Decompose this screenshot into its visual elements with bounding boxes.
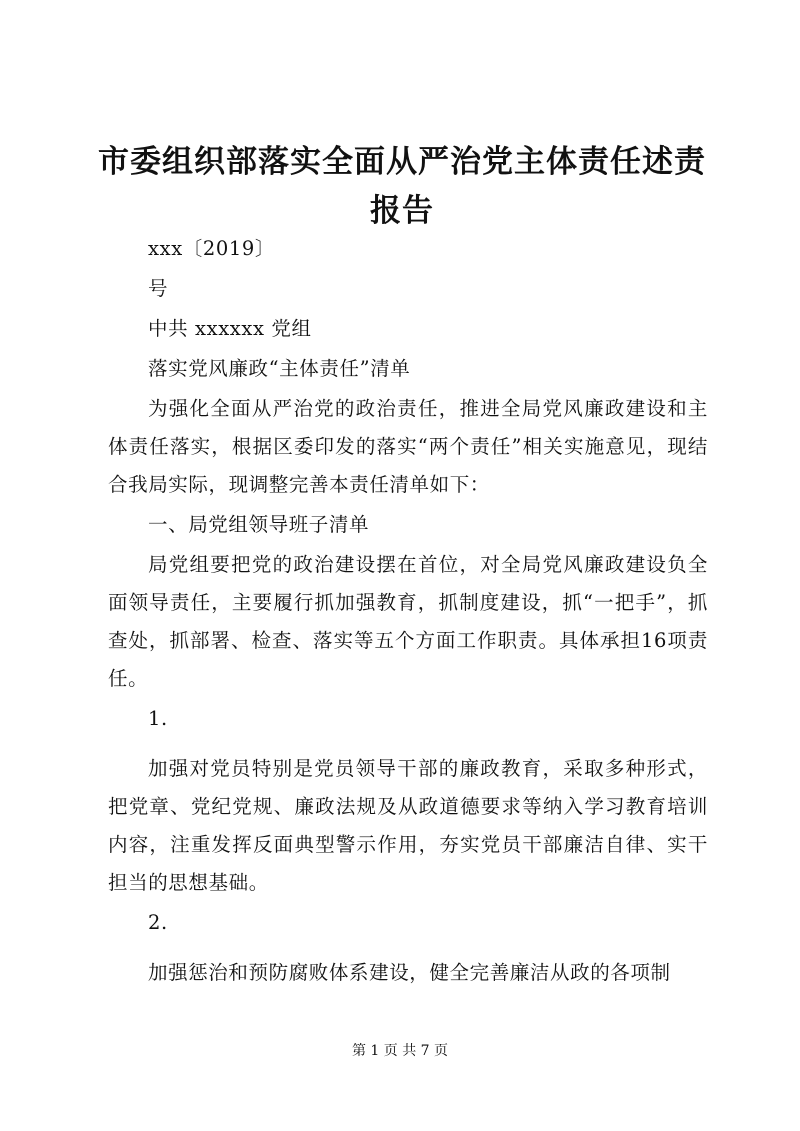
document-title: 市委组织部落实全面从严治党主体责任述责报告 [98,144,706,229]
intro-paragraph: 为强化全面从严治党的政治责任，推进全局党风廉政建设和主体责任落实，根据区委印发的落实“两个责任”相关实施意见，现结合我局实际，现调整完善本责任清单如下： [108,397,708,496]
document-body [108,230,708,994]
organization-line: 中共 xxxxxx 党组 [148,317,312,340]
section-1-heading: 一、局党组领导班子清单 [148,513,370,536]
item-2-paragraph: 加强惩治和预防腐败体系建设，健全完善廉洁从政的各项制 [148,961,671,984]
item-1-paragraph: 加强对党员特别是党员领导干部的廉政教育，采取多种形式，把党章、党纪党规、廉政法规及从政道德要求等纳入学习教育培训内容，注重发挥反面典型警示作用，夯实党员干部廉洁自律、实干担当的思想基础。 [108,757,708,894]
section-1-paragraph: 局党组要把党的政治建设摆在首位，对全局党风廉政建设负全面领导责任，主要履行抓加强教育，抓制度建设，抓“一把手”，抓查处，抓部署、检查、落实等五个方面工作职责。具体承担16项责任。 [108,553,708,690]
doc-number-line-1: xxx〔2019〕 [148,237,276,260]
doc-number-line-2: 号 [148,277,169,300]
item-1-number: 1. [148,707,168,730]
item-2-number: 2. [148,911,168,934]
list-title-line: 落实党风廉政“主体责任”清单 [148,357,411,380]
page-footer: 第 1 页 共 7 页 [351,1043,449,1059]
